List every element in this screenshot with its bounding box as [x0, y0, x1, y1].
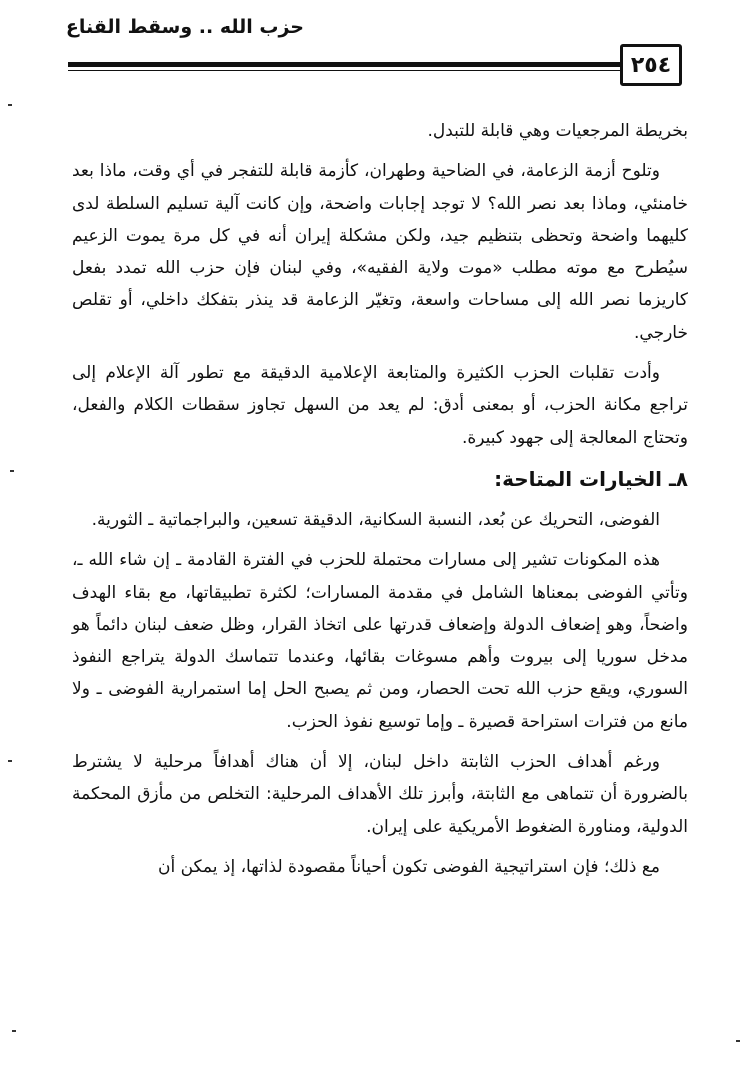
paragraph-media-scrutiny: وأدت تقلبات الحزب الكثيرة والمتابعة الإعلامية الدقيقة مع تطور آلة الإعلام إلى تراجع مكانة الحزب، أو بمعنى أدق: لم يعد من السهل تجاوز سقطات الكلام والفعل، وتحتاج المعالجة إلى جهود كبيرة.: [72, 363, 688, 448]
header-rule-thin: [68, 70, 622, 71]
section-heading: ٨ـ الخيارات المتاحة:: [494, 466, 688, 491]
scan-mark: [736, 1040, 740, 1042]
scan-mark: [12, 1030, 16, 1032]
header-rule-thick: [68, 62, 622, 67]
paragraph-components-list: الفوضى، التحريك عن بُعد، النسبة السكانية، الدقيقة تسعين، والبراجماتية ـ الثورية.: [91, 509, 660, 530]
paragraph-phased-goals: ورغم أهداف الحزب الثابتة داخل لبنان، إلا أن هناك أهدافاً مرحلية لا يشترط بالضرورة أن تتماهى مع الثابتة، وأبرز تلك الأهداف المرحلية: التخلص من مأزق المحكمة الدولية، ومناورة الضغوط الأمريكية على إيران.: [72, 752, 688, 837]
paragraph-continuation: بخريطة المرجعيات وهي قابلة للتبدل.: [427, 121, 688, 141]
page-body: [72, 115, 688, 891]
scan-mark: [8, 104, 12, 106]
scan-mark: [10, 470, 14, 472]
scan-mark: [8, 760, 12, 762]
paragraph-leadership-crisis: وتلوح أزمة الزعامة، في الضاحية وطهران، كأزمة قابلة للتفجر في أي وقت، ماذا بعد خامنئي، وماذا بعد نصر الله؟ لا توجد إجابات واضحة، وإن كانت آلية تسليم السلطة لدى كليهما واضحة وتحظى بتنظيم جيد، ولكن مشكلة إيران أنه في كل مرة يموت الزعيم سيُطرح مع موته مطلب «موت ولاية الفقيه»، وفي لبنان فإن حزب الله تمدد بفعل كاريزما نصر الله إلى مساحات واسعة، وتغيّر الزعامة قد ينذر بتفكك داخلي، أو تقلص خارجي.: [72, 161, 688, 343]
running-title: حزب الله .. وسقط القناع: [65, 16, 304, 38]
page-number: ٢٥٤: [620, 44, 682, 86]
paragraph-chaos-intended: مع ذلك؛ فإن استراتيجية الفوضى تكون أحياناً مقصودة لذاتها، إذ يمكن أن: [157, 856, 660, 877]
paragraph-chaos-strategy: هذه المكونات تشير إلى مسارات محتملة للحزب في الفترة القادمة ـ إن شاء الله ـ، وتأتي الفوضى بمعناها الشامل في مقدمة المسارات؛ لكثرة تطبيقاتها، مع بقاء الهدف واضحاً، وهو إضعاف الدولة وإضعاف قدرتها على اتخاذ القرار، وظل ضعف لبنان دائماً هو مدخل سوريا إلى بيروت وأهم مسوغات بقائها، وعندما تتماسك الدولة يتراجع النفوذ السوري، ويقع حزب الله تحت الحصار، ومن ثم يصبح الحل إما استمرارية الفوضى ـ ولا مانع من فترات استراحة قصيرة ـ وإما توسيع نفوذ الحزب.: [72, 550, 688, 732]
